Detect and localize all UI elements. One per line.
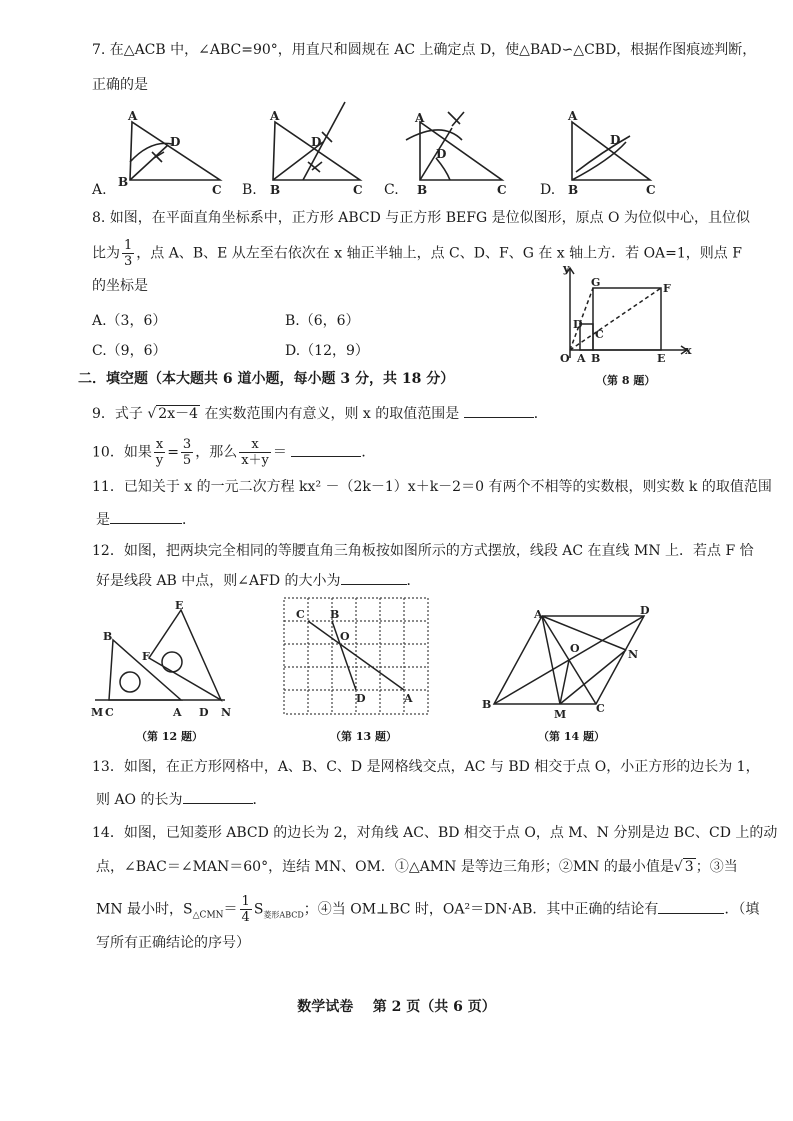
q7-figC-label-D: D — [436, 147, 447, 161]
q10 — [92, 437, 375, 468]
q7-figD-label-D: D — [610, 133, 621, 147]
q10-frac1-den: y — [155, 453, 164, 468]
q8-option-d: D.（12，9） — [285, 343, 369, 359]
q12-label-b: B — [103, 630, 113, 643]
q7-option-a: A. — [92, 182, 107, 198]
q10-answer-blank[interactable] — [291, 442, 361, 457]
q8-ratio-num: 1 — [124, 238, 133, 253]
q12-end: ． — [406, 573, 421, 589]
q8-ratio-post: ，点 A、B、E 从左至右依次在 x 轴正半轴上，点 C、D、F、G 在 x 轴上方．若 OA=1，则点 F — [136, 245, 742, 262]
q10-frac3-den: x＋y — [241, 453, 269, 468]
q8-label-c: C — [595, 328, 604, 341]
q11-line2-pre: 是 — [96, 512, 110, 528]
q14-line3-pre: MN 最小时，S — [96, 901, 193, 918]
q10-mid: ，那么 — [195, 444, 238, 461]
q14-frac — [240, 894, 252, 925]
q8-label-d: D — [573, 318, 583, 331]
q7-figB-triangle — [273, 122, 360, 180]
q7-figA-label-A: A — [128, 109, 138, 123]
q10-post: ＝ — [272, 444, 287, 461]
q12-line2-text: 好是线段 AB 中点，则∠AFD 的大小为 — [96, 573, 341, 589]
q8-label-a: A — [577, 352, 586, 365]
q14-sqrt3: 3 — [684, 859, 694, 875]
q8-label-f: F — [663, 282, 671, 295]
q7-figD-triangle — [572, 122, 650, 180]
q14-sub-rhombus: 菱形ABCD — [263, 910, 304, 920]
q14-caption: （第 14 题） — [538, 730, 605, 743]
q14-label-o: O — [570, 642, 580, 655]
q8-label-e: E — [657, 352, 666, 365]
q12-label-a: A — [173, 706, 182, 719]
q11-line2 — [96, 509, 196, 530]
q14-eq: ＝ — [223, 901, 238, 918]
q10-frac3-num: x — [239, 437, 271, 453]
q12-label-c: C — [105, 706, 114, 719]
q7-figC-label-B: B — [417, 183, 428, 197]
q12-figure — [85, 598, 235, 723]
q7-option-b: B. — [242, 182, 257, 198]
q7-line2: 正确的是 — [92, 77, 148, 93]
q14-label-b: B — [482, 698, 492, 711]
q7-option-c: C. — [384, 182, 399, 198]
q9-answer-blank[interactable] — [464, 403, 534, 418]
q14-line4: 写所有正确结论的序号） — [96, 935, 250, 951]
q14-label-c: C — [596, 702, 605, 715]
q8-ratio-pre: 比为 — [92, 245, 120, 262]
q14-segment-an — [542, 616, 626, 650]
q12-label-f: F — [142, 650, 150, 663]
q11-line1: 11．已知关于 x 的一元二次方程 kx² －（2k－1）x＋k－2＝0 有两个不相等的实数根，则实数 k 的取值范围 — [92, 479, 772, 495]
q11-answer-blank[interactable] — [110, 509, 182, 524]
q12-label-d: D — [199, 706, 209, 719]
q8-label-g: G — [591, 276, 601, 289]
q7-figA-label-D: D — [170, 135, 181, 149]
q14-figure — [478, 600, 678, 725]
q9-radicand: 2x－4 — [158, 406, 199, 422]
q7-figD-label-C: C — [646, 183, 656, 197]
q10-frac2-den: 5 — [182, 453, 192, 468]
q7-figB-label-D: D — [311, 135, 322, 149]
q8-caption: （第 8 题） — [596, 374, 656, 387]
q13-label-d: D — [356, 692, 366, 705]
q7-figD-label-A: A — [568, 109, 578, 123]
q13-line2 — [96, 789, 267, 810]
q7-figB-bisector — [303, 102, 345, 180]
q10-end: ． — [361, 444, 376, 461]
q10-pre: 10．如果 — [92, 444, 152, 461]
q12-answer-blank[interactable] — [341, 570, 407, 585]
q12-label-e: E — [175, 599, 184, 612]
q14-label-m: M — [554, 708, 567, 721]
q8-option-b: B.（6，6） — [285, 313, 360, 329]
q8-label-o: O — [560, 352, 570, 365]
q8-line1: 8. 如图，在平面直角坐标系中，正方形 ABCD 与正方形 BEFG 是位似图形，原点 O 为位似中心，且位似 — [92, 210, 750, 226]
q14-line3-end: ．（填 — [724, 901, 760, 918]
q14-frac-den: 4 — [241, 910, 250, 925]
q8-line3: 的坐标是 — [92, 278, 148, 294]
q11-end: ． — [182, 512, 196, 528]
q13-label-a: A — [404, 692, 413, 705]
q7-line1: 7. 在△ACB 中，∠ABC=90°，用直尺和圆规在 AC 上确定点 D，使△BAD∽△CBD，根据作图痕迹判断， — [92, 42, 757, 58]
q14-line2: 点，∠BAC＝∠MAN＝60°，连结 MN、OM．①△AMN 是等边三角形；②MN 的最小值是√ 3 ；③当 — [96, 859, 738, 875]
q13-end: ． — [252, 792, 267, 808]
q14-label-d: D — [640, 604, 650, 617]
q10-frac2-num: 3 — [182, 437, 192, 452]
q7-figA-label-B: B — [118, 175, 129, 189]
q14-line3-post: ；④当 OM⊥BC 时，OA²＝DN·AB．其中正确的结论有 — [303, 901, 659, 918]
q10-frac3 — [239, 437, 271, 468]
q13-figure — [282, 596, 432, 720]
q7-option-d: D. — [540, 182, 556, 198]
q13-line2-text: 则 AO 的长为 — [96, 792, 183, 808]
q13-line1: 13．如图，在正方形网格中，A、B、C、D 是网格线交点，AC 与 BD 相交于点 O，小正方形的边长为 1， — [92, 759, 760, 775]
q7-figD-label-B: B — [568, 183, 579, 197]
q7-figA-line — [130, 145, 168, 180]
q7-figB-label-A: A — [270, 109, 280, 123]
q14-answer-blank[interactable] — [658, 899, 724, 914]
q14-label-a: A — [534, 608, 543, 621]
q14-line2-pre: 点，∠BAC＝∠MAN＝60°，连结 MN、OM．①△AMN 是等边三角形；②MN 的最小值是 — [96, 859, 674, 875]
q14-s2: S — [253, 901, 264, 918]
q10-frac1-num: x — [154, 437, 165, 453]
q10-eq: = — [167, 444, 179, 461]
q13-answer-blank[interactable] — [183, 789, 253, 804]
q8-ratio — [122, 238, 134, 269]
q14-sub-cmn: △CMN — [192, 910, 224, 921]
q9-pre: 9．式子 — [92, 406, 143, 422]
q7-figC-label-A: A — [415, 111, 425, 125]
q8-option-c: C.（9，6） — [92, 343, 167, 359]
q8-figure — [555, 258, 695, 368]
page-footer: 数学试卷 第 2 页（共 6 页） — [297, 999, 496, 1015]
q8-label-b: B — [591, 352, 601, 365]
q14-line3 — [96, 894, 759, 925]
q14-segment-mn — [560, 650, 626, 704]
q7-figB-label-B: B — [270, 183, 281, 197]
q12-hole-2 — [162, 652, 182, 672]
q12-line1: 12．如图，把两块完全相同的等腰直角三角板按如图所示的方式摆放，线段 AC 在直线 MN 上．若点 F 恰 — [92, 543, 754, 559]
q12-caption: （第 12 题） — [136, 730, 203, 743]
q8-label-x: x — [685, 344, 692, 357]
q12-triangle-2 — [149, 610, 221, 700]
q7-figC-label-C: C — [497, 183, 507, 197]
q9-end: ． — [533, 406, 548, 422]
q9-post: 在实数范围内有意义，则 x 的取值范围是 — [204, 406, 460, 422]
q8-ratio-den: 3 — [124, 254, 133, 269]
q10-frac2 — [181, 437, 193, 468]
q12-label-n: N — [221, 706, 232, 719]
q14-line2-post: ；③当 — [695, 859, 738, 875]
q13-caption: （第 13 题） — [330, 730, 397, 743]
q12-line2 — [96, 570, 421, 591]
q13-label-b: B — [330, 608, 340, 621]
q14-frac-num: 1 — [241, 894, 250, 909]
q14-label-n: N — [628, 648, 639, 661]
q14-segment-am — [542, 616, 560, 704]
q12-hole-1 — [120, 672, 140, 692]
q10-frac1 — [154, 437, 165, 468]
q9: 9．式子 √ 2x－4 在实数范围内有意义，则 x 的取值范围是 ． — [92, 403, 548, 424]
q8-option-a: A.（3，6） — [92, 313, 167, 329]
q13-label-c: C — [296, 608, 305, 621]
q8-label-y: y — [563, 262, 570, 275]
section-2-heading: 二．填空题（本大题共 6 道小题，每小题 3 分，共 18 分） — [78, 371, 455, 387]
q14-line1: 14．如图，已知菱形 ABCD 的边长为 2，对角线 AC、BD 相交于点 O，点 M、N 分别是边 BC、CD 上的动 — [92, 825, 778, 841]
q13-label-o: O — [340, 630, 350, 643]
q7-figA-label-C: C — [212, 183, 222, 197]
q12-label-m: M — [91, 706, 104, 719]
q7-figB-label-C: C — [353, 183, 363, 197]
